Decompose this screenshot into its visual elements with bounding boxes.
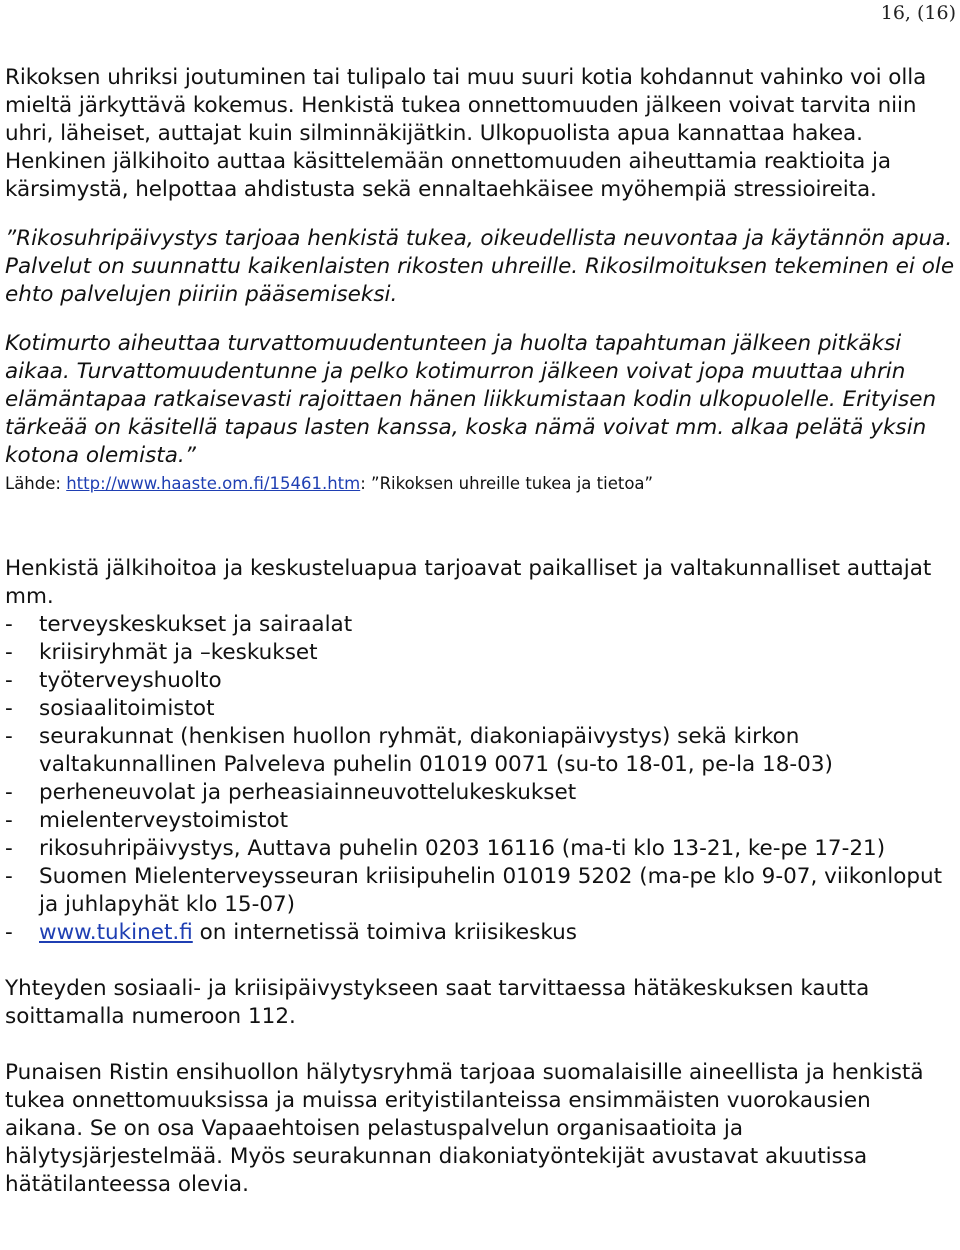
resources-list	[5, 611, 955, 947]
document-body	[5, 64, 955, 1199]
list-item-text: sosiaalitoimistot	[39, 696, 215, 721]
list-item-text: terveyskeskukset ja sairaalat	[39, 612, 353, 637]
list-dash: -	[5, 836, 13, 861]
quote-paragraph-2: Kotimurto aiheuttaa turvattomuudentunteen ja huolta tapahtuman jälkeen pitkäksi aikaa. Turvattomuudentunne ja pelko kotimurron jälkeen voivat jopa muuttaa uhrin elämäntapaa ratkaisevasti rajoittaen hänen liikkumistaan kodin ulkopuolelle. Erityisen tärkeää on käsitellä tapaus lasten kanssa, koska nämä voivat mm. alkaa pelätä yksin kotona olemista.”	[5, 331, 937, 468]
list-item	[5, 639, 955, 667]
list-dash: -	[5, 724, 13, 749]
source-link[interactable]: http://www.haaste.om.fi/15461.htm	[66, 474, 361, 493]
source-suffix: : ”Rikoksen uhreille tukea ja tietoa”	[360, 474, 654, 493]
list-item-text: kriisiryhmät ja –keskukset	[39, 640, 318, 665]
list-item	[5, 919, 955, 947]
list-dash: -	[5, 696, 13, 721]
list-dash: -	[5, 864, 13, 889]
source-prefix: Lähde:	[5, 474, 67, 493]
list-item-text: työterveyshuolto	[39, 668, 222, 693]
quote-paragraph-1: ”Rikosuhripäivystys tarjoaa henkistä tukea, oikeudellista neuvontaa ja käytännön apua. Palvelut on suunnattu kaikenlaisten rikosten uhreille. Rikosilmoituksen tekeminen ei ole ehto palvelujen piiriin pääsemiseksi.	[5, 226, 955, 307]
list-item	[5, 723, 955, 779]
list-item-text: rikosuhripäivystys, Auttava puhelin 0203 16116 (ma-ti klo 13-21, ke-pe 17-21)	[39, 836, 886, 861]
list-item	[5, 807, 955, 835]
page-number: 16, (16)	[880, 2, 956, 24]
resources-intro: Henkistä jälkihoitoa ja keskusteluapua tarjoavat paikalliset ja valtakunnalliset auttajat mm.	[5, 556, 932, 609]
list-item	[5, 835, 955, 863]
intro-paragraph: Rikoksen uhriksi joutuminen tai tulipalo tai muu suuri kotia kohdannut vahinko voi olla mieltä järkyttävä kokemus. Henkistä tukea onnettomuuden jälkeen voivat tarvita niin uhri, läheiset, auttajat kuin silminnäkijätkin. Ulkopuolista apua kannattaa hakea. Henkinen jälkihoito auttaa käsittelemään onnettomuuden aiheuttamia reaktioita ja kärsimystä, helpottaa ahdistusta sekä ennaltaehkäisee myöhempiä stressioireita.	[5, 65, 927, 202]
list-dash: -	[5, 808, 13, 833]
emergency-paragraph: Yhteyden sosiaali- ja kriisipäivystykseen saat tarvittaessa hätäkeskuksen kautta soittamalla numeroon 112.	[5, 976, 870, 1029]
list-dash: -	[5, 920, 13, 945]
list-item	[5, 611, 955, 639]
list-item-text: on internetissä toimiva kriisikeskus	[192, 920, 577, 945]
list-item-text: mielenterveystoimistot	[39, 808, 289, 833]
list-dash: -	[5, 668, 13, 693]
list-item	[5, 667, 955, 695]
list-item	[5, 863, 955, 919]
red-cross-paragraph: Punaisen Ristin ensihuollon hälytysryhmä tarjoaa suomalaisille aineellista ja henkistä tukea onnettomuuksissa ja muissa erityistilanteissa ensimmäisten vuorokausien aikana. Se on osa Vapaaehtoisen pelastuspalvelun organisaatioita ja hälytysjärjestelmää. Myös seurakunnan diakoniatyöntekijät avustavat akuutissa hätätilanteessa olevia.	[5, 1060, 924, 1197]
list-dash: -	[5, 640, 13, 665]
list-item-text: perheneuvolat ja perheasiainneuvottelukeskukset	[39, 780, 577, 805]
quote-block	[5, 225, 955, 498]
list-item-text: seurakunnat (henkisen huollon ryhmät, diakoniapäivystys) sekä kirkon valtakunnallinen Palveleva puhelin 01019 0071 (su-to 18-01, pe-la 18-03)	[39, 724, 833, 777]
list-dash: -	[5, 612, 13, 637]
list-item	[5, 695, 955, 723]
source-line	[5, 470, 955, 498]
list-dash: -	[5, 780, 13, 805]
tukinet-link[interactable]: www.tukinet.fi	[39, 920, 193, 945]
list-item	[5, 779, 955, 807]
list-item-text: Suomen Mielenterveysseuran kriisipuhelin 01019 5202 (ma-pe klo 9-07, viikonloput ja juhlapyhät klo 15-07)	[39, 864, 943, 917]
